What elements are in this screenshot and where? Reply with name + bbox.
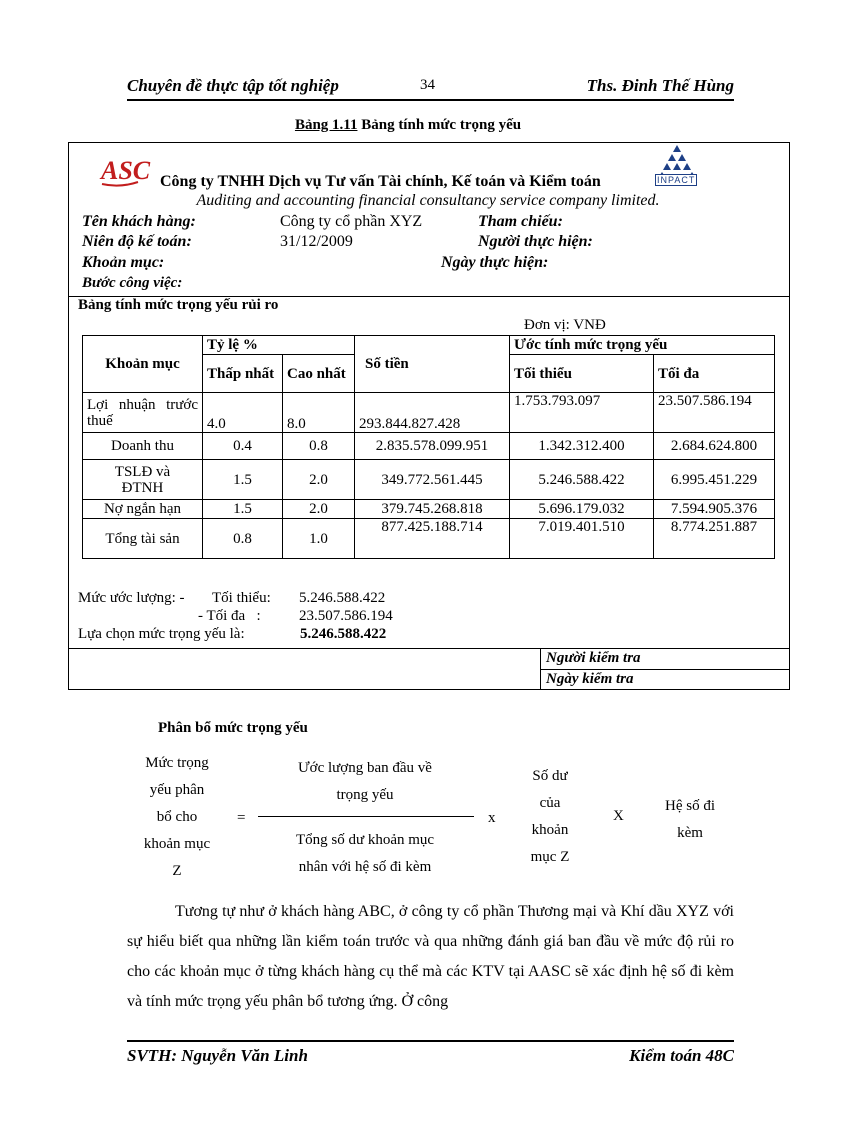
formula-balance-line: Số dư — [532, 768, 568, 784]
formula-balance-line: của — [539, 795, 561, 811]
reviewer-label: Người kiểm tra — [546, 650, 641, 666]
row-high: 0.8 — [283, 433, 355, 460]
caption-text: Bảng tính mức trọng yếu — [357, 117, 522, 133]
formula-lhs-line: bổ cho — [156, 809, 198, 825]
formula-factor-line: kèm — [677, 825, 703, 841]
row-item: Lợi nhuận trước thuế — [83, 393, 203, 433]
caption-label: Bảng 1.11 — [294, 117, 358, 133]
formula-times-2: X — [613, 808, 624, 824]
logo-text: ASC — [101, 156, 151, 185]
formula-factor — [650, 793, 730, 847]
row-high: 8.0 — [283, 393, 355, 433]
performed-date-label: Ngày thực hiện: — [441, 254, 549, 271]
section-title: Bảng tính mức trọng yếu rủi ro — [78, 297, 279, 313]
table-row — [83, 460, 775, 500]
body-paragraph: Tương tự như ở khách hàng ABC, ở công ty cổ phần Thương mại và Khí dầu XYZ với sự hiểu biết qua những lần kiểm toán trước và qua những đánh giá ban đầu về mức độ rủi ro cho các khoản mục ở từng khách hàng cụ thể mà các KTV tại AASC sẽ xác định hệ số đi kèm và tính mức trọng yếu phân bổ tương ứng. Ở công — [127, 903, 734, 1010]
footer-rule — [127, 1040, 734, 1042]
header-item: Khoản mục — [83, 336, 203, 393]
header-amount: Số tiền — [355, 336, 510, 393]
table-row — [83, 393, 775, 433]
client-value: Công ty cổ phần XYZ — [280, 213, 423, 230]
row-amount: 877.425.188.714 — [355, 519, 510, 559]
page-number: 34 — [420, 77, 435, 93]
row-max: 2.684.624.800 — [654, 433, 775, 460]
formula-lhs — [132, 750, 222, 885]
header-left: Chuyên đề thực tập tốt nghiệp — [127, 76, 339, 95]
row-min: 7.019.401.510 — [510, 519, 654, 559]
company-name: Công ty TNHH Dịch vụ Tư vấn Tài chính, Kế toán và Kiểm toán — [160, 173, 601, 190]
row-item: Nợ ngắn hạn — [83, 500, 203, 519]
row-amount: 379.745.268.818 — [355, 500, 510, 519]
row-low: 1.5 — [203, 460, 283, 500]
formula-times-1: x — [488, 810, 496, 826]
estimate-max-value: 23.507.586.194 — [299, 608, 393, 624]
footer-left: SVTH: Nguyễn Văn Linh — [127, 1046, 308, 1065]
formula-balance — [520, 763, 580, 871]
row-min: 5.246.588.422 — [510, 460, 654, 500]
row-amount: 2.835.578.099.951 — [355, 433, 510, 460]
row-min: 1.342.312.400 — [510, 433, 654, 460]
row-amount: 349.772.561.445 — [355, 460, 510, 500]
selected-materiality-label: Lựa chọn mức trọng yếu là: — [78, 626, 245, 642]
row-item: Tổng tài sản — [83, 519, 203, 559]
footer-right: Kiểm toán 48C — [629, 1046, 734, 1065]
row-high: 2.0 — [283, 500, 355, 519]
formula-lhs-line: Z — [172, 863, 182, 879]
row-min: 1.753.793.097 — [510, 393, 654, 433]
table-row — [83, 433, 775, 460]
formula-num-line: trọng yếu — [336, 787, 394, 803]
formula-denominator — [260, 827, 470, 881]
formula-num-line: Ước lượng ban đầu về — [298, 760, 432, 776]
table-row — [83, 519, 775, 559]
formula-balance-line: khoản — [531, 822, 569, 838]
row-item: Doanh thu — [83, 433, 203, 460]
allocation-title: Phân bổ mức trọng yếu — [158, 720, 308, 736]
period-value: 31/12/2009 — [280, 233, 353, 250]
estimate-label: Mức ước lượng: - — [78, 590, 185, 606]
unit-label: Đơn vị: VNĐ — [524, 317, 606, 333]
performer-label: Người thực hiện: — [478, 233, 593, 250]
header-max: Tối đa — [654, 355, 775, 393]
client-label: Tên khách hàng: — [82, 213, 196, 230]
estimate-min-label: Tối thiểu: — [212, 590, 271, 606]
row-max: 6.995.451.229 — [654, 460, 775, 500]
estimate-max-label: - Tối đa : — [198, 608, 261, 624]
header-estimate: Ước tính mức trọng yếu — [510, 336, 775, 355]
formula-balance-line: mục Z — [530, 849, 570, 865]
row-low: 0.8 — [203, 519, 283, 559]
review-date-label: Ngày kiểm tra — [546, 671, 634, 687]
row-item: TSLĐ và ĐTNH — [83, 460, 203, 500]
formula-den-line: nhân với hệ số đi kèm — [298, 859, 432, 875]
row-max: 8.774.251.887 — [654, 519, 775, 559]
row-amount: 293.844.827.428 — [355, 393, 510, 433]
header-min: Tối thiểu — [510, 355, 654, 393]
row-high: 1.0 — [283, 519, 355, 559]
work-step-label: Bước công việc: — [82, 275, 183, 291]
company-logo — [100, 152, 151, 193]
row-low: 0.4 — [203, 433, 283, 460]
materiality-table — [82, 335, 775, 559]
inpact-text: INPACT — [657, 175, 696, 185]
header-low: Thấp nhất — [203, 355, 283, 393]
company-english: Auditing and accounting financial consultancy service company limited. — [196, 192, 660, 209]
selected-materiality-value: 5.246.588.422 — [300, 626, 387, 642]
account-item-label: Khoản mục: — [82, 254, 165, 271]
fraction-bar — [258, 816, 474, 817]
header-right: Ths. Đinh Thế Hùng — [586, 76, 734, 95]
table-caption — [0, 117, 816, 134]
row-low: 1.5 — [203, 500, 283, 519]
header-rate: Tỷ lệ % — [203, 336, 355, 355]
inpact-logo — [652, 143, 702, 188]
review-divider-h — [540, 669, 790, 670]
formula-factor-line: Hệ số đi — [665, 798, 715, 814]
formula-numerator — [260, 755, 470, 809]
table-row — [83, 500, 775, 519]
row-max: 23.507.586.194 — [654, 393, 775, 433]
reference-label: Tham chiếu: — [478, 213, 563, 230]
formula-equals: = — [237, 810, 246, 826]
estimate-min-value: 5.246.588.422 — [299, 590, 386, 606]
formula-lhs-line: khoản mục — [143, 836, 211, 852]
formula-lhs-line: yếu phân — [149, 782, 205, 798]
header-rule — [127, 99, 734, 101]
formula-lhs-line: Mức trọng — [145, 755, 209, 771]
header-high: Cao nhất — [283, 355, 355, 393]
row-low: 4.0 — [203, 393, 283, 433]
row-min: 5.696.179.032 — [510, 500, 654, 519]
frame-divider-bottom — [68, 648, 790, 649]
period-label: Niên độ kế toán: — [82, 233, 192, 250]
row-max: 7.594.905.376 — [654, 500, 775, 519]
formula-den-line: Tổng số dư khoản mục — [295, 832, 435, 848]
row-high: 2.0 — [283, 460, 355, 500]
